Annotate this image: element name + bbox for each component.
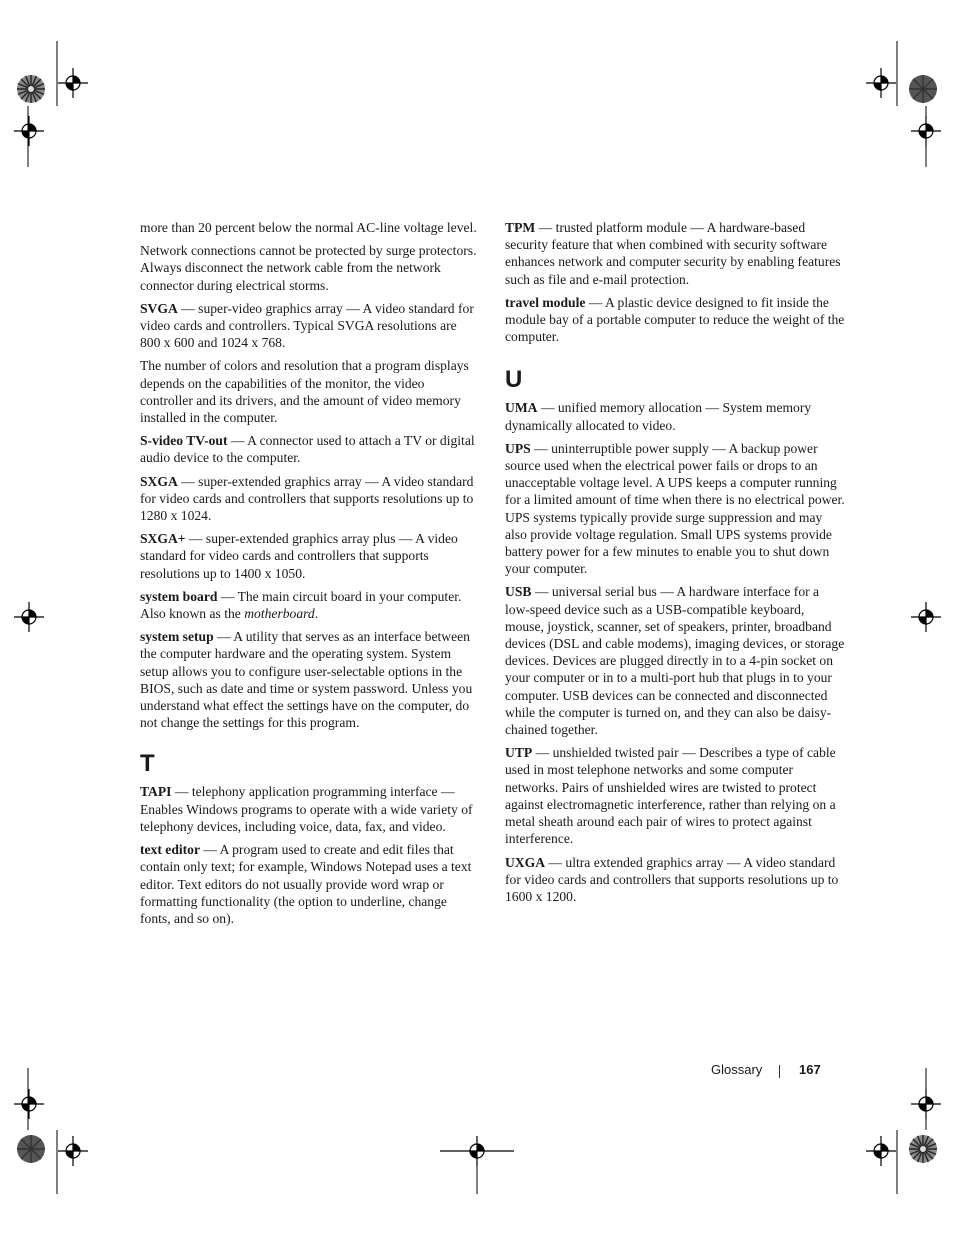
glossary-term: S-video TV-out: [140, 433, 228, 449]
glossary-entry-usb: [505, 583, 845, 738]
glossary-definition: — unified memory allocation — System memory dynamically allocated to video.: [505, 400, 812, 433]
color-wheel-icon: [908, 74, 938, 104]
glossary-entry-tapi: [140, 783, 480, 835]
glossary-term: text editor: [140, 842, 201, 858]
glossary-italic-term: motherboard: [244, 606, 315, 622]
glossary-term: UPS: [505, 440, 531, 456]
glossary-definition: — uninterruptible power supply — A backup power source used when the electrical power fails or drops to an unacceptable voltage level. A UPS keeps a computer running for a limited amount of time when there is no electrical power. UPS systems typically provide surge suppression and may also provide voltage regulation. Small UPS systems provide battery power for a few minutes to enable you to shut down your computer.: [505, 440, 845, 577]
footer-divider: [779, 1065, 780, 1078]
registration-crosshair-icon: [14, 116, 44, 146]
glossary-term: travel module: [505, 294, 586, 310]
glossary-term: UXGA: [505, 854, 546, 870]
glossary-definition: — unshielded twisted pair — Describes a type of cable used in most telephone networks and some computer networks. Pairs of unshielded wires are twisted to protect against electromagnetic interference, rather than relying on a metal sheath around each pair of wires to protect against interference.: [505, 745, 836, 847]
registration-crosshair-icon: [14, 602, 44, 632]
glossary-entry-travel-module: [505, 294, 845, 346]
glossary-term: system board: [140, 588, 218, 604]
glossary-definition: — super-extended graphics array plus — A video standard for video cards and controllers that supports resolutions up to 1400 x 1050.: [140, 531, 458, 581]
glossary-entry-s-video: [140, 432, 480, 466]
page-number: 167: [799, 1062, 821, 1077]
registration-crosshair-icon: [14, 1089, 44, 1119]
glossary-entry-system-setup: [140, 628, 480, 731]
glossary-entry-tpm: [505, 219, 845, 288]
glossary-definition: — A utility that serves as an interface between the computer hardware and the operating system. System setup allows you to configure user-selectable options in the BIOS, such as date and time or system password. Unless you understand what effect the settings have on the computer, do not change the settings for this program.: [140, 629, 473, 731]
glossary-term: USB: [505, 584, 532, 600]
glossary-definition: — telephony application programming interface — Enables Windows programs to operate with a wide variety of telephony devices, including voice, data, fax, and video.: [140, 784, 473, 834]
glossary-term: SXGA+: [140, 531, 186, 547]
glossary-entry-text-editor: [140, 841, 480, 927]
color-wheel-icon: [908, 1134, 938, 1164]
paragraph: The number of colors and resolution that a program displays depends on the capabilities of the monitor, the video controller and its drivers, and the amount of video memory installed in the computer.: [140, 358, 469, 426]
registration-crosshair-icon: [440, 1136, 514, 1166]
glossary-entry-uma: [505, 399, 845, 433]
registration-crosshair-icon: [866, 1136, 896, 1166]
glossary-term: TAPI: [140, 784, 172, 800]
glossary-definition: — The main circuit board in your computer. Also known as the: [140, 588, 462, 622]
glossary-definition-tail: .: [314, 606, 319, 622]
glossary-term: SVGA: [140, 300, 178, 316]
glossary-entry-sxga-plus: [140, 530, 480, 582]
glossary-term: SXGA: [140, 473, 178, 489]
registration-crosshair-icon: [58, 68, 88, 98]
glossary-entry-system-board: [140, 588, 480, 622]
glossary-definition: — A plastic device designed to fit inside the module bay of a portable computer to reduce the weight of the computer.: [505, 294, 845, 345]
registration-crosshair-icon: [911, 602, 941, 632]
glossary-right-column: [505, 219, 845, 911]
glossary-definition: — universal serial bus — A hardware interface for a low-speed device such as a USB-compatible keyboard, mouse, joystick, scanner, set of speakers, printer, broadband devices (DSL and cable modems), imaging devices, or storage devices. Devices are plugged directly in to a 4-pin socket on your computer or in to a multi-port hub that plugs in to your computer. USB devices can be connected and disconnected while the computer is turned on, and they can also be daisy-chained together.: [505, 584, 845, 738]
glossary-definition: — A connector used to attach a TV or digital audio device to the computer.: [140, 433, 475, 466]
glossary-definition: — super-video graphics array — A video standard for video cards and controllers. Typical SVGA resolutions are 800 x 600 and 1024 x 768.: [140, 300, 474, 351]
registration-crosshair-icon: [866, 68, 896, 98]
glossary-entry-utp: [505, 744, 845, 847]
color-wheel-icon: [16, 74, 46, 104]
glossary-definition: — A program used to create and edit files that contain only text; for example, Windows Notepad uses a text editor. Text editors do not usually provide word wrap or formatting functionality (the option to underline, change fonts, and so on).: [140, 842, 472, 926]
footer-section-title: Glossary: [711, 1062, 763, 1077]
paragraph: Network connections cannot be protected by surge protectors. Always disconnect the network cable from the network connector during electrical storms.: [140, 243, 477, 293]
glossary-left-column: [140, 219, 480, 933]
color-wheel-icon: [16, 1134, 46, 1164]
glossary-definition: — trusted platform module — A hardware-based security feature that when combined with security software enhances network and computer security by enabling features such as file and e-mail protection.: [505, 220, 841, 287]
glossary-definition: — super-extended graphics array — A video standard for video cards and controllers that supports resolutions up to 1280 x 1024.: [140, 473, 474, 524]
paragraph: more than 20 percent below the normal AC-line voltage level.: [140, 220, 477, 235]
section-letter-heading: U: [505, 366, 523, 394]
glossary-entry-sxga: [140, 473, 480, 525]
glossary-term: UMA: [505, 400, 538, 416]
glossary-entry-svga: [140, 300, 480, 352]
registration-crosshair-icon: [911, 1089, 941, 1119]
registration-crosshair-icon: [58, 1136, 88, 1166]
section-letter-heading: T: [140, 750, 155, 778]
glossary-term: TPM: [505, 220, 536, 235]
glossary-entry-ups: [505, 440, 845, 578]
glossary-definition: — ultra extended graphics array — A video standard for video cards and controllers that supports resolutions up to 1600 x 1200.: [505, 854, 839, 904]
glossary-term: system setup: [140, 629, 214, 645]
glossary-entry-uxga: [505, 854, 845, 906]
registration-line-icon: [476, 1166, 478, 1194]
page-footer: [711, 1062, 821, 1077]
glossary-term: UTP: [505, 745, 533, 761]
registration-crosshair-icon: [911, 116, 941, 146]
